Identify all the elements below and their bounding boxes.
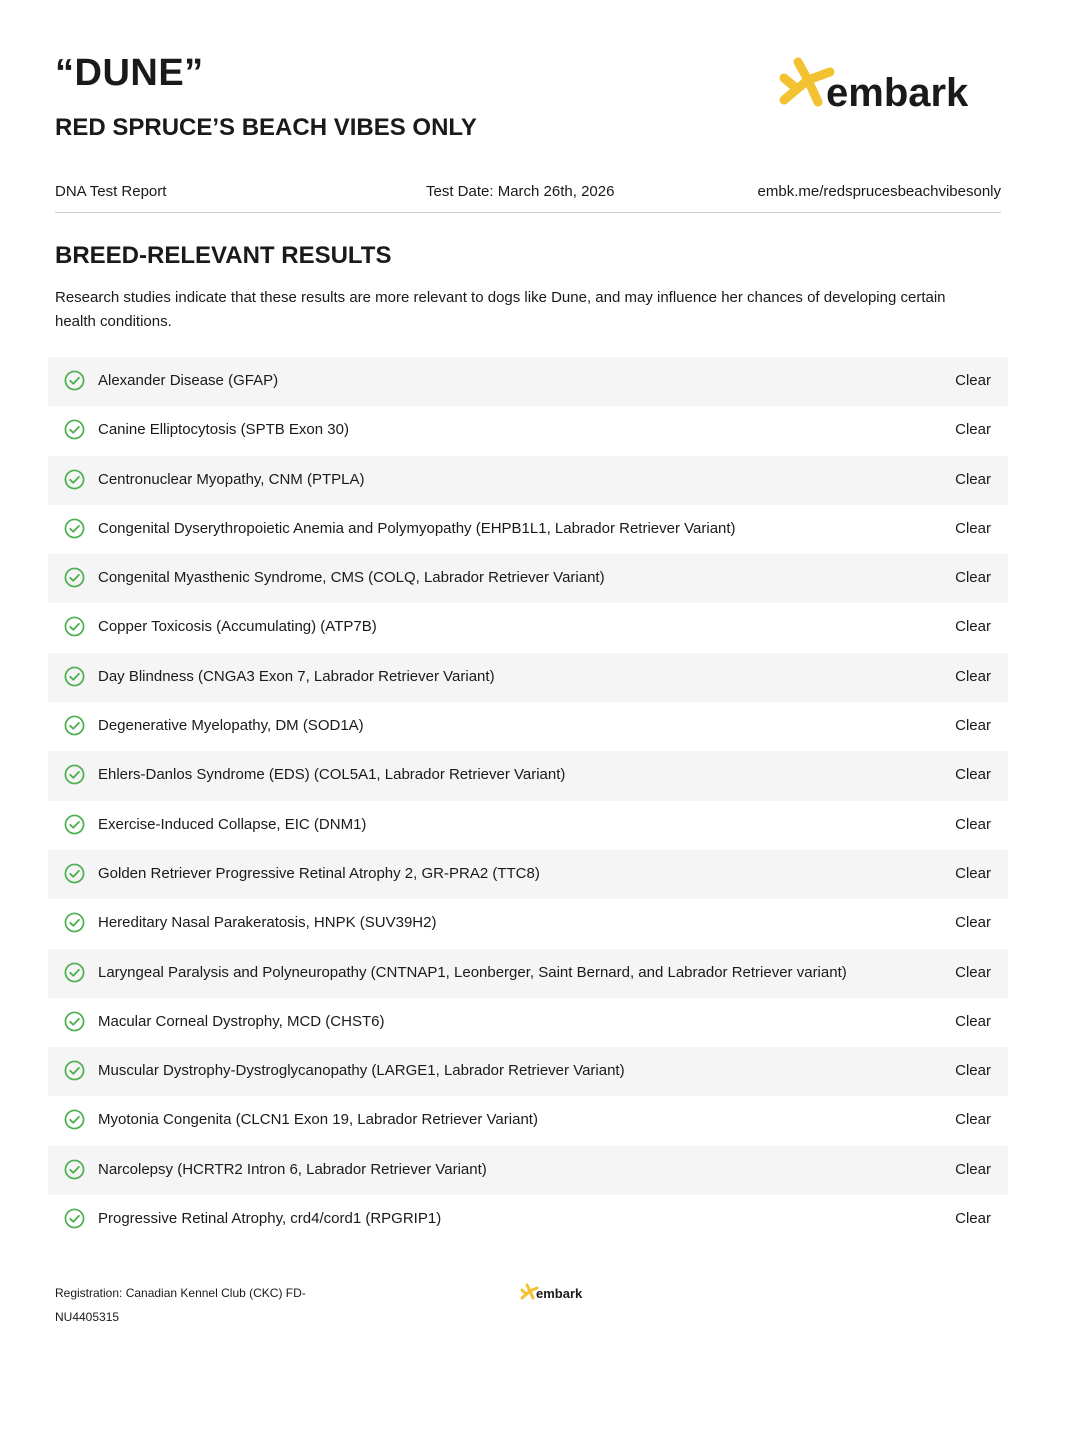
check-circle-icon	[64, 518, 85, 539]
logo-text: embark	[826, 71, 969, 114]
result-row	[48, 998, 1008, 1047]
result-status: Clear	[955, 864, 991, 882]
results-list	[48, 357, 1008, 1244]
check-circle-icon	[64, 764, 85, 785]
result-name: Day Blindness (CNGA3 Exon 7, Labrador Retriever Variant)	[98, 667, 495, 685]
result-status: Clear	[955, 667, 991, 685]
result-name: Centronuclear Myopathy, CNM (PTPLA)	[98, 470, 365, 488]
result-name: Golden Retriever Progressive Retinal Atrophy 2, GR-PRA2 (TTC8)	[98, 864, 540, 882]
result-row	[48, 456, 1008, 505]
dog-name: “DUNE”	[55, 52, 204, 94]
result-status: Clear	[955, 717, 991, 735]
test-date: Test Date: March 26th, 2026	[426, 183, 615, 200]
result-row	[48, 899, 1008, 948]
result-row	[48, 1146, 1008, 1195]
result-name: Laryngeal Paralysis and Polyneuropathy (CNTNAP1, Leonberger, Saint Bernard, and Labrador Retriever variant)	[98, 963, 847, 981]
check-circle-icon	[64, 912, 85, 933]
result-status: Clear	[955, 1062, 991, 1080]
check-circle-icon	[64, 863, 85, 884]
result-row	[48, 653, 1008, 702]
check-circle-icon	[64, 567, 85, 588]
result-status: Clear	[955, 1111, 991, 1129]
check-circle-icon	[64, 715, 85, 736]
check-circle-icon	[64, 1109, 85, 1130]
check-circle-icon	[64, 1208, 85, 1229]
check-circle-icon	[64, 666, 85, 687]
report-type: DNA Test Report	[55, 183, 167, 200]
result-name: Copper Toxicosis (Accumulating) (ATP7B)	[98, 618, 377, 636]
report-meta	[55, 183, 1001, 203]
result-name: Ehlers-Danlos Syndrome (EDS) (COL5A1, Labrador Retriever Variant)	[98, 766, 566, 784]
result-row	[48, 1047, 1008, 1096]
embark-logo-mark-icon	[774, 56, 994, 114]
result-row	[48, 603, 1008, 652]
result-row	[48, 850, 1008, 899]
check-circle-icon	[64, 814, 85, 835]
check-circle-icon	[64, 1060, 85, 1081]
result-row	[48, 1096, 1008, 1145]
result-status: Clear	[955, 963, 991, 981]
result-name: Alexander Disease (GFAP)	[98, 372, 279, 389]
check-circle-icon	[64, 469, 85, 490]
result-status: Clear	[955, 815, 991, 833]
footer-logo	[519, 1282, 589, 1302]
result-name: Congenital Myasthenic Syndrome, CMS (COLQ, Labrador Retriever Variant)	[98, 569, 605, 587]
result-row	[48, 406, 1008, 455]
result-name: Exercise-Induced Collapse, EIC (DNM1)	[98, 815, 367, 833]
result-name: Degenerative Myelopathy, DM (SOD1A)	[98, 717, 364, 735]
check-circle-icon	[64, 419, 85, 440]
result-row	[48, 949, 1008, 998]
result-name: Narcolepsy (HCRTR2 Intron 6, Labrador Retriever Variant)	[98, 1160, 487, 1178]
check-circle-icon	[64, 616, 85, 637]
embark-logo	[774, 56, 994, 114]
result-name: Canine Elliptocytosis (SPTB Exon 30)	[98, 421, 349, 439]
result-status: Clear	[955, 569, 991, 587]
footer-logo-text: embark	[536, 1286, 583, 1301]
result-status: Clear	[955, 1210, 991, 1228]
result-name: Macular Corneal Dystrophy, MCD (CHST6)	[98, 1012, 385, 1030]
result-name: Progressive Retinal Atrophy, crd4/cord1 (RPGRIP1)	[98, 1210, 442, 1228]
result-status: Clear	[955, 372, 991, 389]
result-status: Clear	[955, 618, 991, 636]
result-row	[48, 505, 1008, 554]
result-status: Clear	[955, 766, 991, 784]
check-circle-icon	[64, 962, 85, 983]
result-row	[48, 702, 1008, 751]
check-circle-icon	[64, 1159, 85, 1180]
result-status: Clear	[955, 470, 991, 488]
registration-info: Registration: Canadian Kennel Club (CKC) FD-NU4405315	[55, 1286, 306, 1324]
result-name: Myotonia Congenita (CLCN1 Exon 19, Labrador Retriever Variant)	[98, 1111, 538, 1129]
section-title: BREED-RELEVANT RESULTS	[55, 242, 392, 269]
result-row	[48, 801, 1008, 850]
result-status: Clear	[955, 1012, 991, 1030]
result-row	[48, 1195, 1008, 1244]
report-url[interactable]: embk.me/redsprucesbeachvibesonly	[757, 183, 1001, 200]
result-name: Congenital Dyserythropoietic Anemia and Polymyopathy (EHPB1L1, Labrador Retriever Variant)	[98, 519, 736, 537]
result-row	[48, 357, 1008, 406]
check-circle-icon	[64, 370, 85, 391]
result-row	[48, 554, 1008, 603]
registered-name: RED SPRUCE’S BEACH VIBES ONLY	[55, 114, 477, 141]
result-status: Clear	[955, 421, 991, 439]
result-status: Clear	[955, 1160, 991, 1178]
section-intro: Research studies indicate that these results are more relevant to dogs like Dune, and may influence her chances of developing certain health conditions.	[55, 289, 946, 330]
header-divider	[55, 212, 1001, 213]
embark-footer-logo-icon	[519, 1282, 589, 1302]
result-row	[48, 751, 1008, 800]
result-status: Clear	[955, 914, 991, 932]
result-name: Hereditary Nasal Parakeratosis, HNPK (SUV39H2)	[98, 914, 437, 932]
check-circle-icon	[64, 1011, 85, 1032]
result-status: Clear	[955, 519, 991, 537]
result-name: Muscular Dystrophy-Dystroglycanopathy (LARGE1, Labrador Retriever Variant)	[98, 1062, 625, 1080]
